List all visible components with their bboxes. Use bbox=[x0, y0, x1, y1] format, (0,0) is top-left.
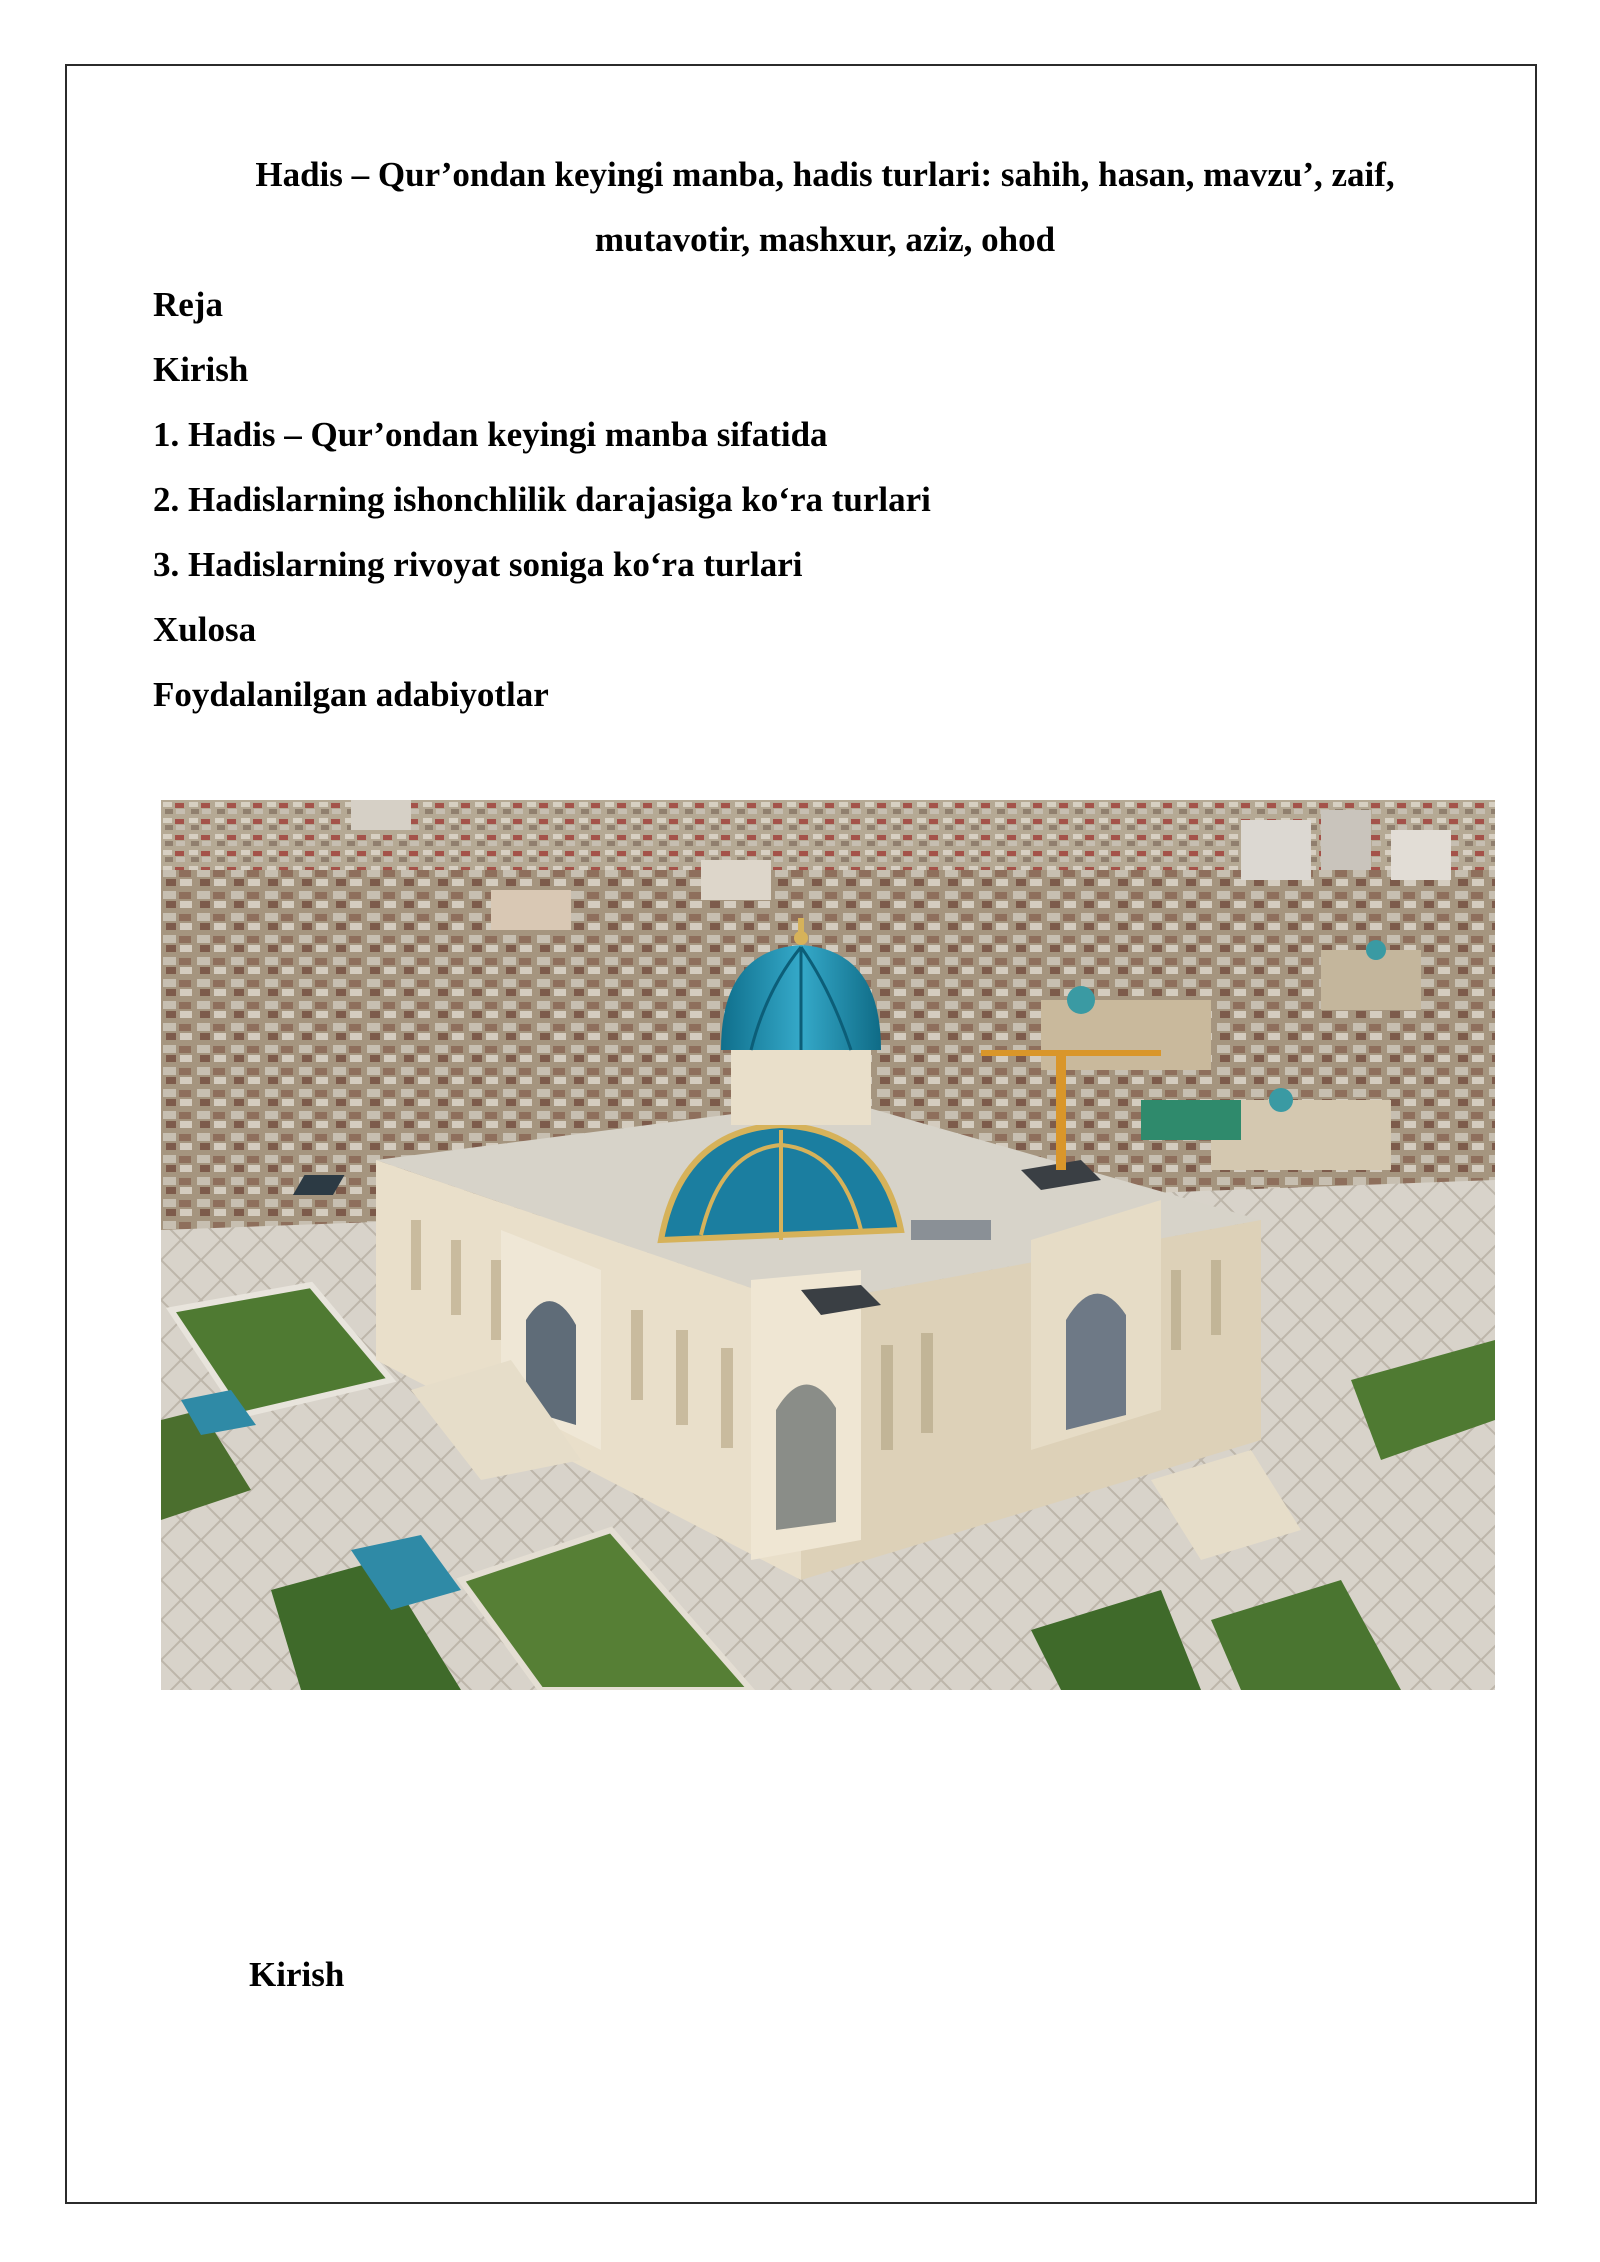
mosque-illustration bbox=[161, 800, 1495, 1690]
page-title bbox=[140, 142, 1510, 272]
plan-item-conclusion: Xulosa bbox=[153, 610, 257, 649]
plan-item-3: 3. Hadislarning rivoyat soniga ko‘ra turlari bbox=[153, 545, 803, 584]
plan-item-references: Foydalanilgan adabiyotlar bbox=[153, 675, 549, 714]
plan-list bbox=[153, 272, 931, 727]
plan-item-1: 1. Hadis – Qur’ondan keyingi manba sifatida bbox=[153, 415, 828, 454]
plan-item-2: 2. Hadislarning ishonchlilik darajasiga ko‘ra turlari bbox=[153, 480, 931, 519]
section-heading-introduction: Kirish bbox=[249, 1955, 345, 1994]
title-line-1: Hadis – Qur’ondan keyingi manba, hadis turlari: sahih, hasan, mavzu’, zaif, bbox=[255, 155, 1395, 194]
mosque-aerial-photo bbox=[161, 800, 1495, 1690]
title-line-2: mutavotir, mashxur, aziz, ohod bbox=[594, 220, 1056, 259]
plan-item-introduction: Kirish bbox=[153, 350, 249, 389]
plan-heading: Reja bbox=[153, 285, 223, 324]
